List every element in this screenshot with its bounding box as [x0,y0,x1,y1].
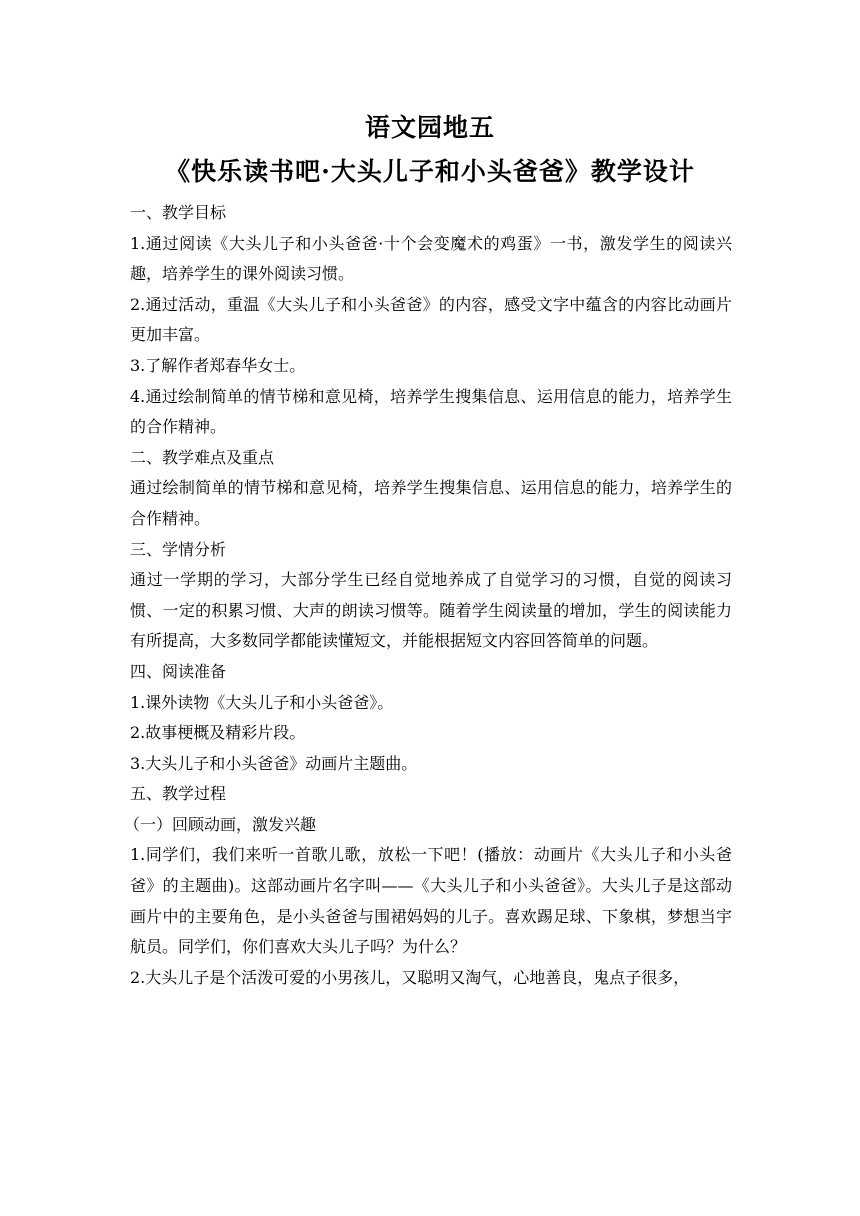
paragraph: 1.同学们，我们来听一首歌儿歌，放松一下吧！(播放：动画片《大头儿子和小头爸爸》的主题曲)。这部动画片名字叫——《大头儿子和小头爸爸》。大头儿子是这部动画片中的主要角色，是小头爸爸与围裙妈妈的儿子。喜欢踢足球、下象棋，梦想当宇航员。同学们，你们喜欢大头儿子吗？为什么？ [130,845,732,957]
doc-title-line1: 语文园地五 [364,113,495,142]
section-heading-process: 五、教学过程 [130,784,227,804]
paragraph: 2.大头儿子是个活泼可爱的小男孩儿，又聪明又淘气，心地善良，鬼点子很多， [130,967,690,987]
section-heading-objectives: 一、教学目标 [130,203,227,222]
document-body [124,198,732,993]
paragraph: 3.大头儿子和小头爸爸》动画片主题曲。 [130,753,418,773]
paragraph: 2.通过活动，重温《大头儿子和小头爸爸》的内容，感受文字中蕴含的内容比动画片更加丰富。 [130,294,732,345]
paragraph: 2.故事梗概及精彩片段。 [130,723,306,743]
paragraph: 通过绘制简单的情节梯和意见椅，培养学生搜集信息、运用信息的能力，培养学生的合作精神。 [130,478,732,528]
paragraph: 1.课外读物《大头儿子和小头爸爸》。 [130,692,394,712]
section-heading-key-points: 二、教学难点及重点 [130,447,275,467]
doc-title-line2: 《快乐读书吧·大头儿子和小头爸爸》教学设计 [165,157,695,186]
paragraph: 3.了解作者郑春华女士。 [130,355,306,375]
section-heading-preparation: 四、阅读准备 [130,661,227,681]
subsection-heading: （一）回顾动画，激发兴趣 [124,814,317,834]
paragraph: 4.通过绘制简单的情节梯和意见椅，培养学生搜集信息、运用信息的能力，培养学生的合作精神。 [130,386,732,437]
paragraph: 通过一学期的学习，大部分学生已经自觉地养成了自觉学习的习惯，自觉的阅读习惯、一定的积累习惯、大声的朗读习惯等。随着学生阅读量的增加，学生的阅读能力有所提高，大多数同学都能读懂短文，并能根据短文内容回答简单的问题。 [130,570,732,651]
paragraph: 1.通过阅读《大头儿子和小头爸爸·十个会变魔术的鸡蛋》一书，激发学生的阅读兴趣，培养学生的课外阅读习惯。 [130,233,732,284]
section-heading-analysis: 三、学情分析 [130,539,227,559]
